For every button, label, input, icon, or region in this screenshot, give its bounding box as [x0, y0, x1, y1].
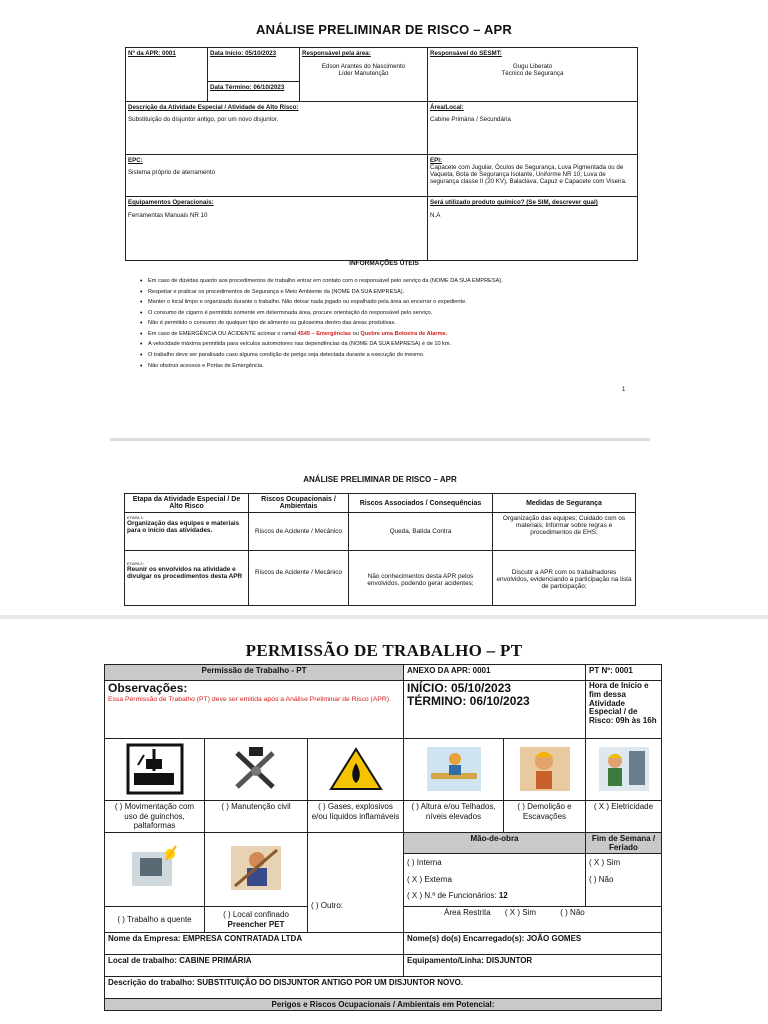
col-header: Riscos Associados / Consequências	[349, 494, 493, 513]
labor-internal[interactable]: ( ) Interna	[407, 857, 442, 867]
page-number: 1	[622, 387, 626, 393]
pt-header: Permissão de Trabalho - PT	[105, 665, 404, 681]
pt-dates: INÍCIO: 05/10/2023 TÉRMINO: 06/10/2023	[404, 681, 586, 739]
info-item: • Respeitar e praticar os procedimentos de Segurança e Meio Ambiente da (NOME DA SUA EMPRESA).	[140, 289, 630, 296]
labor-external[interactable]: ( X ) Externa	[407, 874, 452, 884]
pt-observations: Observações: Essa Permissão de Trabalho (PT) deve ser emitida após a Análise Preliminar de Risco (APR).	[105, 681, 404, 739]
activity-label[interactable]: ( ) Local confinado	[223, 910, 289, 920]
supervisor-name: Nome(s) do(s) Encarregado(s): JOÃO GOMES	[404, 933, 662, 955]
tools-icon	[227, 743, 285, 795]
info-item: • Manter o local limpo e organizado durante o trabalho. Não deixar nada jogado ou espalhado pela área ao encerrar o expediente.	[140, 299, 630, 306]
pt-page	[0, 615, 768, 1024]
apr-end-date: Data Término: 06/10/2023	[208, 82, 300, 102]
pt-number: PT Nº: 0001	[586, 665, 662, 681]
activity-label[interactable]: ( ) Gases, explosivos e/ou líquidos inflamáveis	[308, 801, 404, 833]
apr-area-local: Área/Local: Cabine Primária / Secundária	[428, 102, 638, 155]
welding-icon	[126, 842, 184, 894]
apr-area-responsible: Responsável pela área: Edson Arantes do Nascimento Líder Manutenção	[300, 48, 428, 102]
info-item: • O consumo de cigarro é permitido somente em determinada área, procure orientação do responsável pelo serviço.	[140, 310, 630, 317]
apr-equipment: Equipamentos Operacionais: Ferramentas Manuais NR 10	[126, 197, 428, 261]
activity-label[interactable]: ( ) Trabalho a quente	[105, 907, 205, 933]
work-location: Local de trabalho: CABINE PRIMÁRIA	[105, 955, 404, 977]
pt-hours: Hora de Início e fim dessa Atividade Especial / de Risco: 09h às 16h	[586, 681, 662, 739]
equipment-line: Equipamento/Linha: DISJUNTOR	[404, 955, 662, 977]
apr-page-1	[0, 0, 768, 430]
confined-space-cell	[205, 907, 308, 933]
info-item-emergency: • Em caso de EMERGÊNCIA OU ACIDENTE acionar o ramal 4545 – Emergências ou Quebre uma Botoeira de Alarme.	[140, 331, 630, 338]
col-header: Riscos Ocupacionais / Ambientais	[249, 494, 349, 513]
apr-risk-table	[124, 493, 636, 606]
table-row: ETAPA 1: Organização das equipes e materiais para o início das atividades. Riscos de Acidente / Mecânico Queda, Batida Contra Organização das equipes; Cuidado com os materiais; Informar sobre regras e procedimentos de EHS;	[125, 513, 636, 551]
company-name: Nome da Empresa: EMPRESA CONTRATADA LTDA	[105, 933, 404, 955]
pt-anexo: ANEXO DA APR: 0001	[404, 665, 586, 681]
height-work-icon	[425, 743, 483, 795]
other-activity[interactable]: ( ) Outro:	[308, 832, 404, 932]
weekend-yes[interactable]: ( X ) Sim	[589, 857, 621, 867]
activity-label[interactable]: ( ) Demolição e Escavações	[504, 801, 586, 833]
info-title: INFORMAÇÕES ÚTEIS	[349, 260, 419, 267]
activity-label[interactable]: ( ) Altura e/ou Telhados, níveis elevados	[404, 801, 504, 833]
apr-epi: EPI: Capacete com Jugular, Óculos de Segurança, Luva Pigmentada ou de Vaqueta, Bota de Segurança Isolante, Uniforme NR 10; Luva de segurança classe II (20 KV), Balaclava, Capuz e Capacete com Viseira.	[428, 155, 638, 197]
confined-space-icon	[227, 842, 285, 894]
info-list	[140, 278, 630, 373]
weekend-header: Fim de Semana / Feriado	[586, 832, 662, 853]
table-row: ETAPA 2: Reunir os envolvidos na atividade e divulgar os procedimentos desta APR Riscos de Acidente / Mecânico Não conhecimentos desta APR pelos envolvidos, podendo gerar acidentes; Discutir a APR com os trabalhadores envolvidos, evidenciando a participação na lista de participação;	[125, 551, 636, 606]
activity-label[interactable]: ( ) Manutenção civil	[205, 801, 308, 833]
weekend-options	[586, 853, 662, 906]
work-description: Descrição do trabalho: SUBSTITUIÇÃO DO DISJUNTOR ANTIGO POR UM DISJUNTOR NOVO.	[105, 977, 662, 999]
hazards-header: Perigos e Riscos Ocupacionais / Ambientais em Potencial:	[105, 999, 662, 1011]
pt-title: PERMISSÃO DE TRABALHO – PT	[245, 641, 523, 660]
info-item: • Não obstruir acessos e Portas de Emergência.	[140, 363, 630, 370]
weekend-no[interactable]: ( ) Não	[589, 874, 614, 884]
col-header: Medidas de Segurança	[493, 494, 636, 513]
apr-number: Nº da APR: 0001	[126, 48, 208, 102]
restricted-no[interactable]: ( ) Não	[560, 908, 585, 918]
activity-label[interactable]: ( X ) Eletricidade	[586, 801, 662, 833]
demolition-worker-icon	[516, 743, 574, 795]
apr-chemical: Será utilizado produto químico? (Se SIM, descrever qual) N.A	[428, 197, 638, 261]
pt-table	[104, 664, 662, 1011]
apr2-title: ANÁLISE PRELIMINAR DE RISCO – APR	[303, 475, 457, 484]
fill-pet-note: Preencher PET	[227, 919, 285, 929]
apr-description: Descrição da Atividade Especial / Atividade de Alto Risco: Substituição do disjuntor antigo, por um novo disjuntor.	[126, 102, 428, 155]
info-item: • Em caso de dúvidas quanto aos procedimentos de trabalho entrar em contato com o responsável pelo serviço da (NOME DA SUA EMPRESA).	[140, 278, 630, 285]
apr-page-2	[110, 438, 650, 608]
apr-start-date: Data Início: 05/10/2023	[208, 48, 300, 82]
activity-label[interactable]: ( ) Movimentação com uso de guinchos, paltaformas	[105, 801, 205, 833]
apr-epc: EPC: Sistema próprio de aterramento	[126, 155, 428, 197]
labor-count[interactable]: ( X ) N.º de Funcionários: 12	[407, 891, 508, 901]
electrician-icon	[595, 743, 653, 795]
apr-title: ANÁLISE PRELIMINAR DE RISCO – APR	[255, 22, 513, 37]
apr-sesmt-responsible: Responsável do SESMT: Gugu Liberato Técnico de Segurança	[428, 48, 638, 102]
flammable-warning-icon	[327, 743, 385, 795]
crane-load-icon	[126, 743, 184, 795]
info-item: • A velocidade máxima permitida para veículos automotores nas dependências da (NOME DA SUA EMPRESA) é de 10 km.	[140, 341, 630, 348]
restricted-yes[interactable]: ( X ) Sim	[504, 908, 537, 918]
labor-options	[404, 853, 586, 906]
col-header: Etapa da Atividade Especial / De Alto Risco	[125, 494, 249, 513]
info-item: • Não é permitido o consumo de qualquer tipo de alimento ou guloseima dentro das áreas produtivas.	[140, 320, 630, 327]
apr-header-table	[125, 47, 638, 261]
labor-header: Mão-de-obra	[404, 832, 586, 853]
restricted-area: Área Restrita ( X ) Sim ( ) Não	[404, 907, 662, 933]
info-item: • O trabalho deve ser paralisado caso alguma condição de perigo seja detectada durante a execução do mesmo.	[140, 352, 630, 359]
